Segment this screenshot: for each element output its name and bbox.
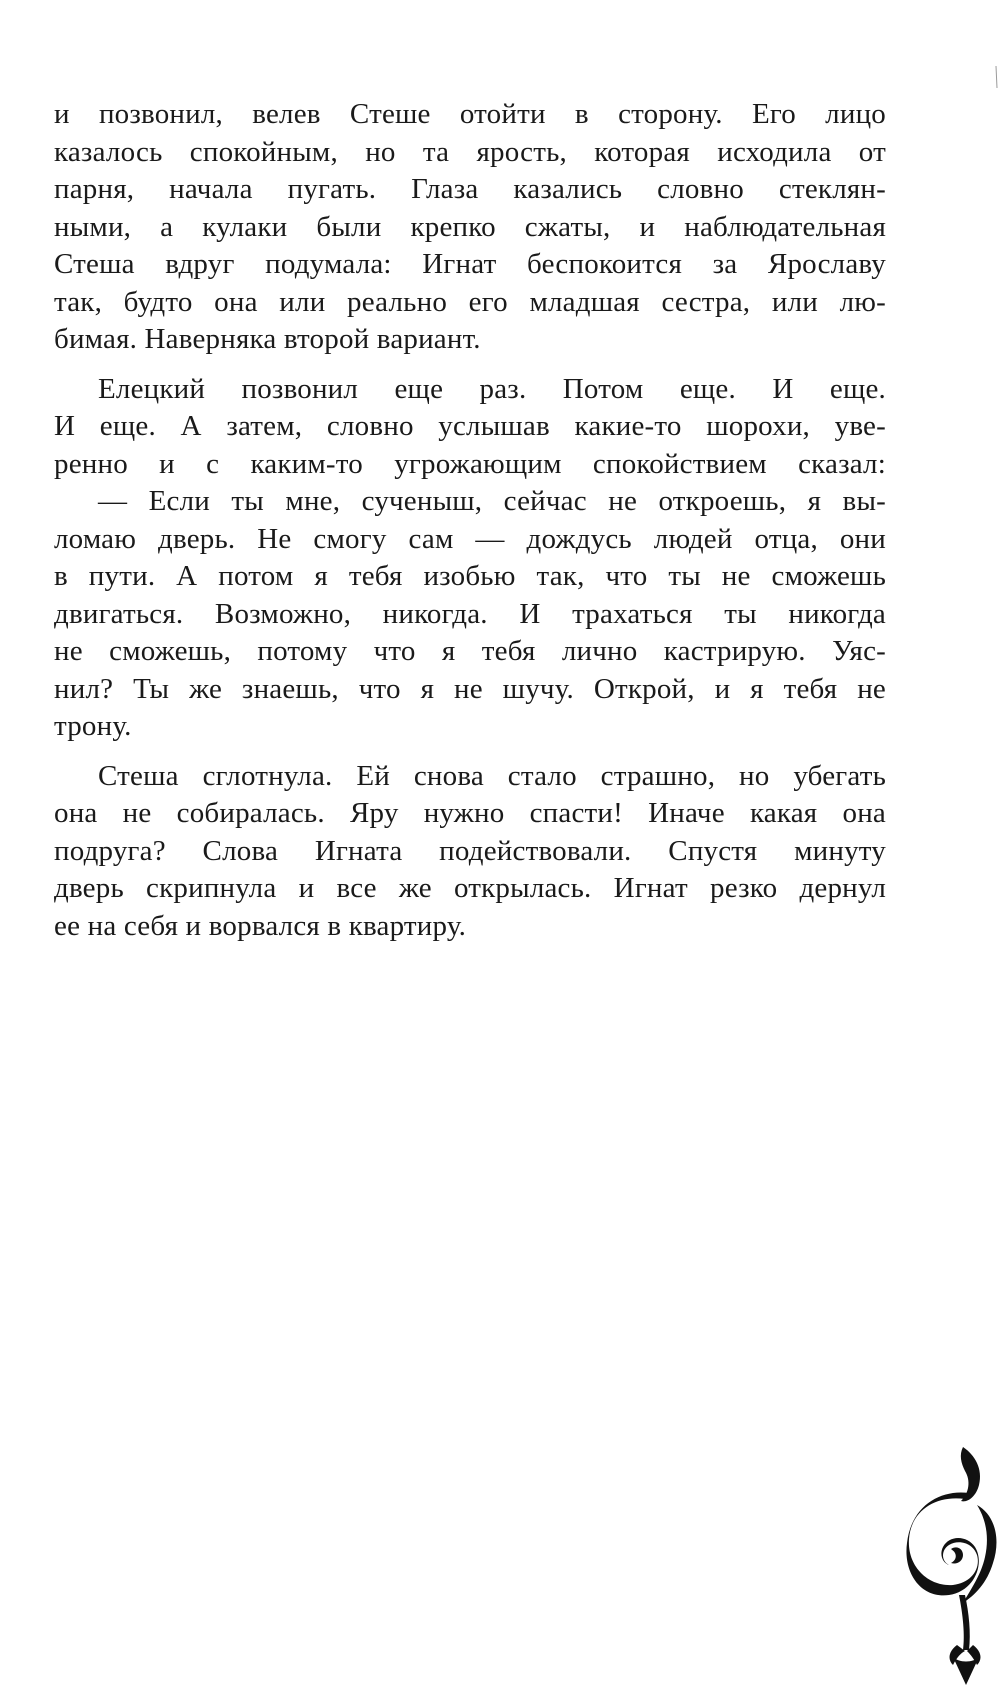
text-line: ными, а кулаки были крепко сжаты, и наблюдательная xyxy=(54,210,886,243)
paragraph-4 xyxy=(54,758,886,946)
text-line: ломаю дверь. Не смогу сам — дождусь людей отца, они xyxy=(54,522,886,555)
text-line: трону. xyxy=(54,710,132,742)
paragraph-2 xyxy=(54,371,886,484)
text-line: Стеша вдруг подумала: Игнат беспокоится за Ярославу xyxy=(54,248,886,280)
text-line: — Если ты мне, сученыш, сейчас не откроешь, я вы- xyxy=(98,485,886,517)
text-line: в пути. А потом я тебя изобью так, что ты не сможешь xyxy=(54,560,886,592)
text-line: ее на себя и ворвался в квартиру. xyxy=(54,909,467,942)
text-line: не сможешь, потому что я тебя лично кастрирую. Уяс- xyxy=(54,635,886,667)
text-line: подруга? Слова Игната подействовали. Спустя минуту xyxy=(54,834,886,867)
text-line: казалось спокойным, но та ярость, которая исходила от xyxy=(54,135,886,168)
scan-mark-icon xyxy=(994,66,998,88)
text-line: И еще. А затем, словно услышав какие-то шорохи, уве- xyxy=(54,410,886,442)
paragraph-1 xyxy=(54,96,886,359)
text-line: так, будто она или реально его младшая сестра, или лю- xyxy=(54,285,886,318)
text-line: нил? Ты же знаешь, что я не шучу. Открой, и я тебя не xyxy=(54,672,886,705)
text-line: она не собиралась. Яру нужно спасти! Иначе какая она xyxy=(54,797,886,829)
text-line: бимая. Наверняка второй вариант. xyxy=(54,323,481,355)
text-line: ренно и с каким-то угрожающим спокойствием сказал: xyxy=(54,447,886,480)
paragraph-3 xyxy=(54,483,886,746)
text-line: Стеша сглотнула. Ей снова стало страшно, но убегать xyxy=(98,759,886,792)
text-line: двигаться. Возможно, никогда. И трахаться ты никогда xyxy=(54,597,886,630)
text-line: дверь скрипнула и все же открылась. Игнат резко дернул xyxy=(54,872,886,904)
flourish-ornament-icon xyxy=(905,1445,1000,1685)
text-line: парня, начала пугать. Глаза казались словно стеклян- xyxy=(54,173,886,205)
body-text xyxy=(54,96,886,945)
text-line: и позвонил, велев Стеше отойти в сторону. Его лицо xyxy=(54,98,886,130)
text-line: Елецкий позвонил еще раз. Потом еще. И еще. xyxy=(98,372,886,405)
